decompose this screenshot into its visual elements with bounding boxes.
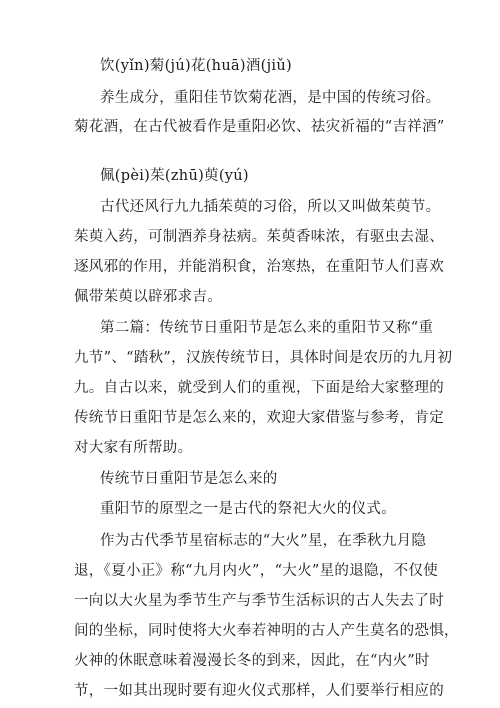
paragraph-line: 九。自古以来，就受到人们的重视，下面是给大家整理的: [74, 380, 444, 396]
paragraph-line: 逐风邪的作用，并能消积食，治寒热，在重阳节人们喜欢: [74, 259, 444, 275]
heading-pei-zhu-yu: 佩(pèi)茱(zhū)萸(yú): [100, 168, 249, 184]
paragraph-line: 间的坐标，同时使将大火奉若神明的古人产生莫名的恐惧，: [74, 623, 459, 639]
paragraph-line: 重阳节的原型之一是古代的祭祀大火的仪式。: [100, 501, 396, 517]
paragraph-line: 养生成分，重阳佳节饮菊花酒，是中国的传统习俗。: [100, 90, 441, 106]
paragraph-line: 传统节日重阳节是怎么来的，欢迎大家借鉴与参考，肯定: [74, 410, 444, 426]
section-title: 传统节日重阳节是怎么来的: [100, 471, 278, 487]
paragraph-line: 对大家有所帮助。: [74, 440, 193, 456]
paragraph-line: 节，一如其出现时要有迎火仪式那样，人们要举行相应的: [74, 683, 444, 699]
paragraph-line: 菊花酒，在古代被看作是重阳必饮、祛灾祈福的“吉祥酒”: [74, 119, 445, 135]
paragraph-line: 茱萸入药，可制酒养身祛病。茱萸香味浓，有驱虫去湿、: [74, 229, 444, 245]
paragraph-line: 火神的休眠意味着漫漫长冬的到来，因此，在“内火”时: [74, 653, 430, 669]
paragraph-line: 九节”、“踏秋”，汉族传统节日，具体时间是农历的九月初: [74, 350, 453, 366]
heading-yin-ju-hua-jiu: 饮(yǐn)菊(jú)花(huā)酒(jiǔ): [100, 58, 292, 74]
paragraph-line: 佩带茱萸以辟邪求吉。: [74, 289, 222, 305]
paragraph-line: 退，《夏小正》称“九月内火”，“大火”星的退隐，不仅使: [74, 563, 438, 579]
paragraph-line: 作为古代季节星宿标志的“大火”星，在季秋九月隐: [100, 533, 427, 549]
paragraph-line: 一向以大火星为季节生产与季节生活标识的古人失去了时: [74, 593, 444, 609]
paragraph-line: 第二篇：传统节日重阳节是怎么来的重阳节又称“重: [100, 320, 434, 336]
paragraph-line: 古代还风行九九插茱萸的习俗，所以又叫做茱萸节。: [100, 199, 441, 215]
